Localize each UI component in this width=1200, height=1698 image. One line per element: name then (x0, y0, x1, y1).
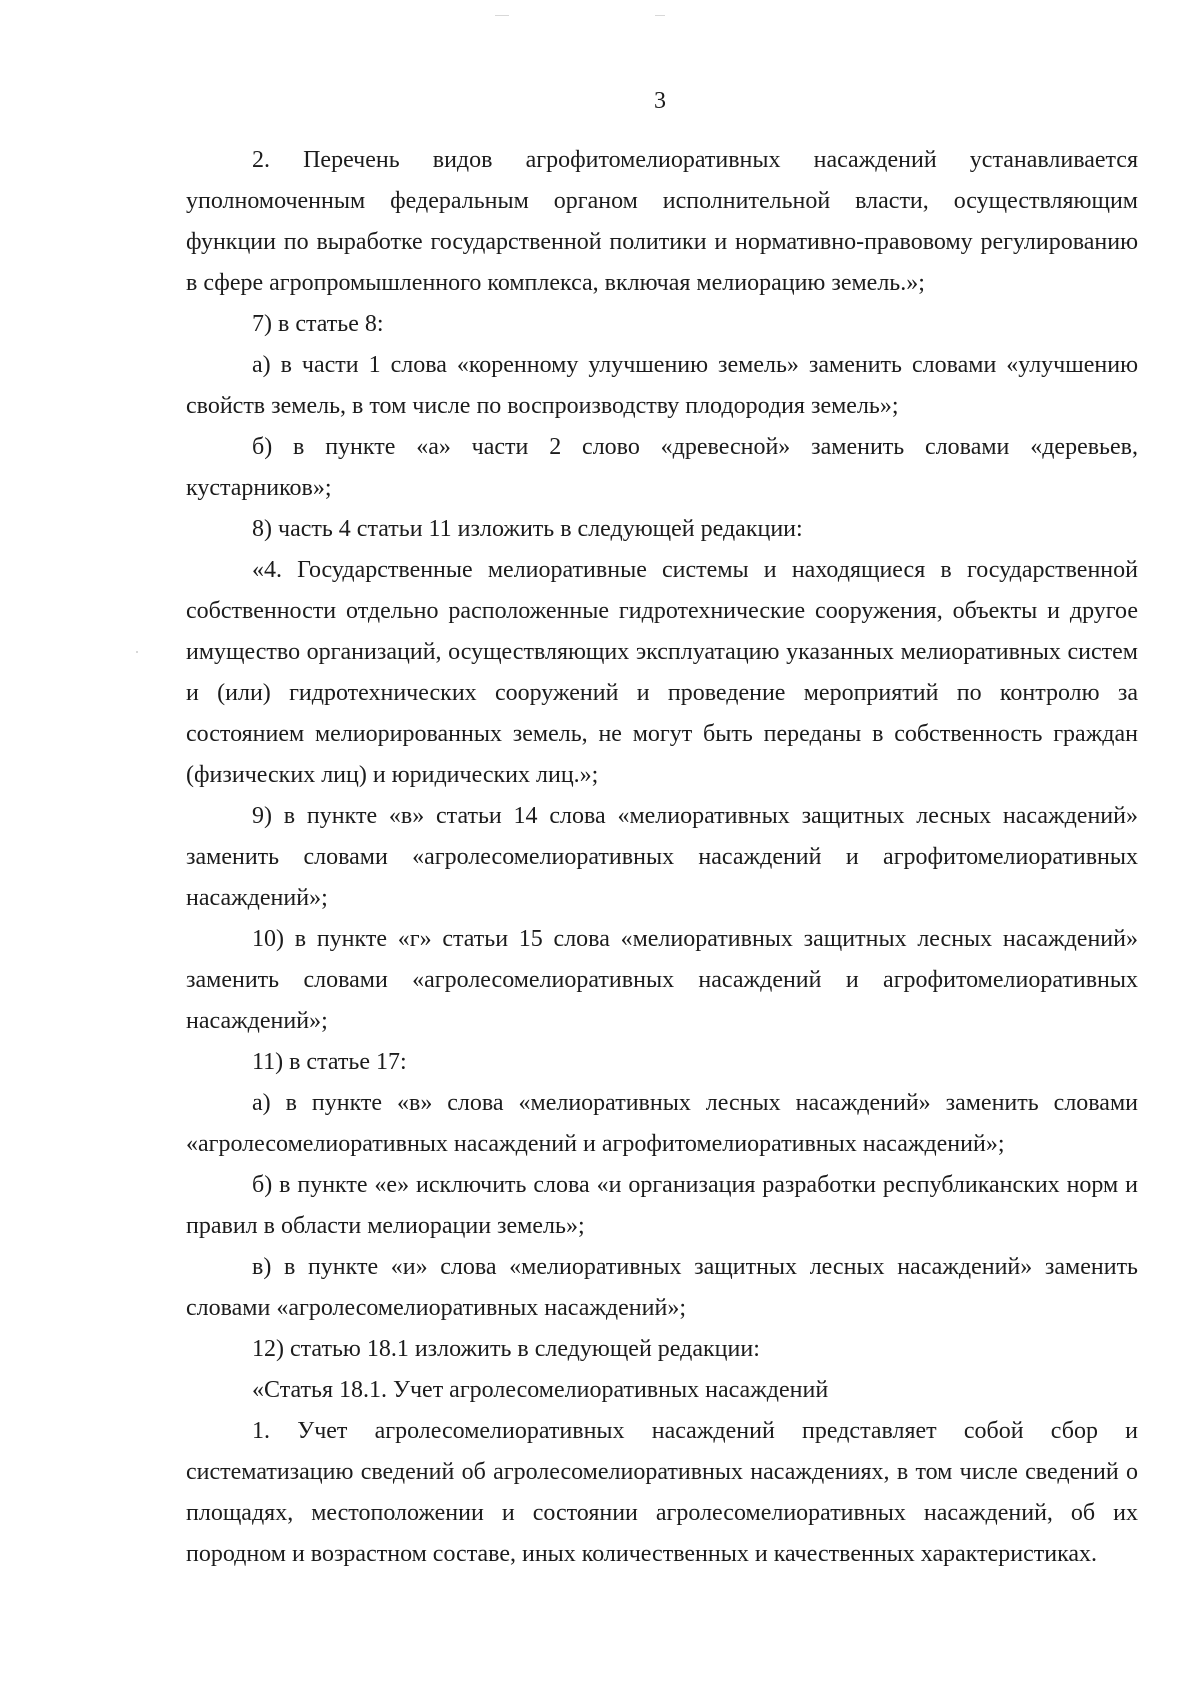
paragraph-item-11a: а) в пункте «в» слова «мелиоративных лесных насаждений» заменить словами «агролесомелиоративных насаждений и агрофитомелиоративных насаждений»; (186, 1090, 1138, 1157)
paragraph-item-9: 9) в пункте «в» статьи 14 слова «мелиоративных защитных лесных насаждений» заменить словами «агролесомелиоративных насаждений и агрофитомелиоративных насаждений»; (186, 803, 1138, 911)
document-body (186, 140, 1138, 1575)
paragraph-article-18-1-title: «Статья 18.1. Учет агролесомелиоративных насаждений (252, 1377, 829, 1403)
paragraph-article-18-1-part-1: 1. Учет агролесомелиоративных насаждений представляет собой сбор и систематизацию сведений об агролесомелиоративных насаждениях, в том числе сведений о площадях, местоположении и состоянии агролесомелиоративных насаждений, об их породном и возрастном составе, иных количественных и качественных характеристиках. (186, 1418, 1138, 1567)
paragraph-item-7: 7) в статье 8: (252, 311, 384, 337)
page-number: 3 (654, 88, 666, 114)
paragraph-item-7b: б) в пункте «а» части 2 слово «древесной» заменить словами «деревьев, кустарников»; (186, 434, 1138, 501)
paragraph-item-12: 12) статью 18.1 изложить в следующей редакции: (252, 1336, 760, 1362)
scan-artifact-left (136, 651, 138, 653)
paragraph-list-definition: 2. Перечень видов агрофитомелиоративных насаждений устанавливается уполномоченным федеральным органом исполнительной власти, осуществляющим функции по выработке государственной политики и нормативно-правовому регулированию в сфере агропромышленного комплекса, включая мелиорацию земель.»; (186, 147, 1138, 296)
paragraph-item-8: 8) часть 4 статьи 11 изложить в следующей редакции: (252, 516, 803, 542)
paragraph-item-11v: в) в пункте «и» слова «мелиоративных защитных лесных насаждений» заменить словами «агролесомелиоративных насаждений»; (186, 1254, 1138, 1321)
paragraph-item-10: 10) в пункте «г» статьи 15 слова «мелиоративных защитных лесных насаждений» заменить словами «агролесомелиоративных насаждений и агрофитомелиоративных насаждений»; (186, 926, 1138, 1034)
paragraph-item-11: 11) в статье 17: (252, 1049, 407, 1075)
scan-artifact-top (495, 15, 509, 16)
paragraph-item-7a: а) в части 1 слова «коренному улучшению земель» заменить словами «улучшению свойств земель, в том числе по воспроизводству плодородия земель»; (186, 352, 1138, 419)
paragraph-article-11-text: «4. Государственные мелиоративные системы и находящиеся в государственной собственности отдельно расположенные гидротехнические сооружения, объекты и другое имущество организаций, осуществляющих эксплуатацию указанных мелиоративных систем и (или) гидротехнических сооружений и проведение мероприятий по контролю за состоянием мелиорированных земель, не могут быть переданы в собственность граждан (физических лиц) и юридических лиц.»; (186, 557, 1138, 788)
scan-artifact-top-right (655, 15, 665, 16)
paragraph-item-11b: б) в пункте «е» исключить слова «и организация разработки республиканских норм и правил в области мелиорации земель»; (186, 1172, 1138, 1239)
